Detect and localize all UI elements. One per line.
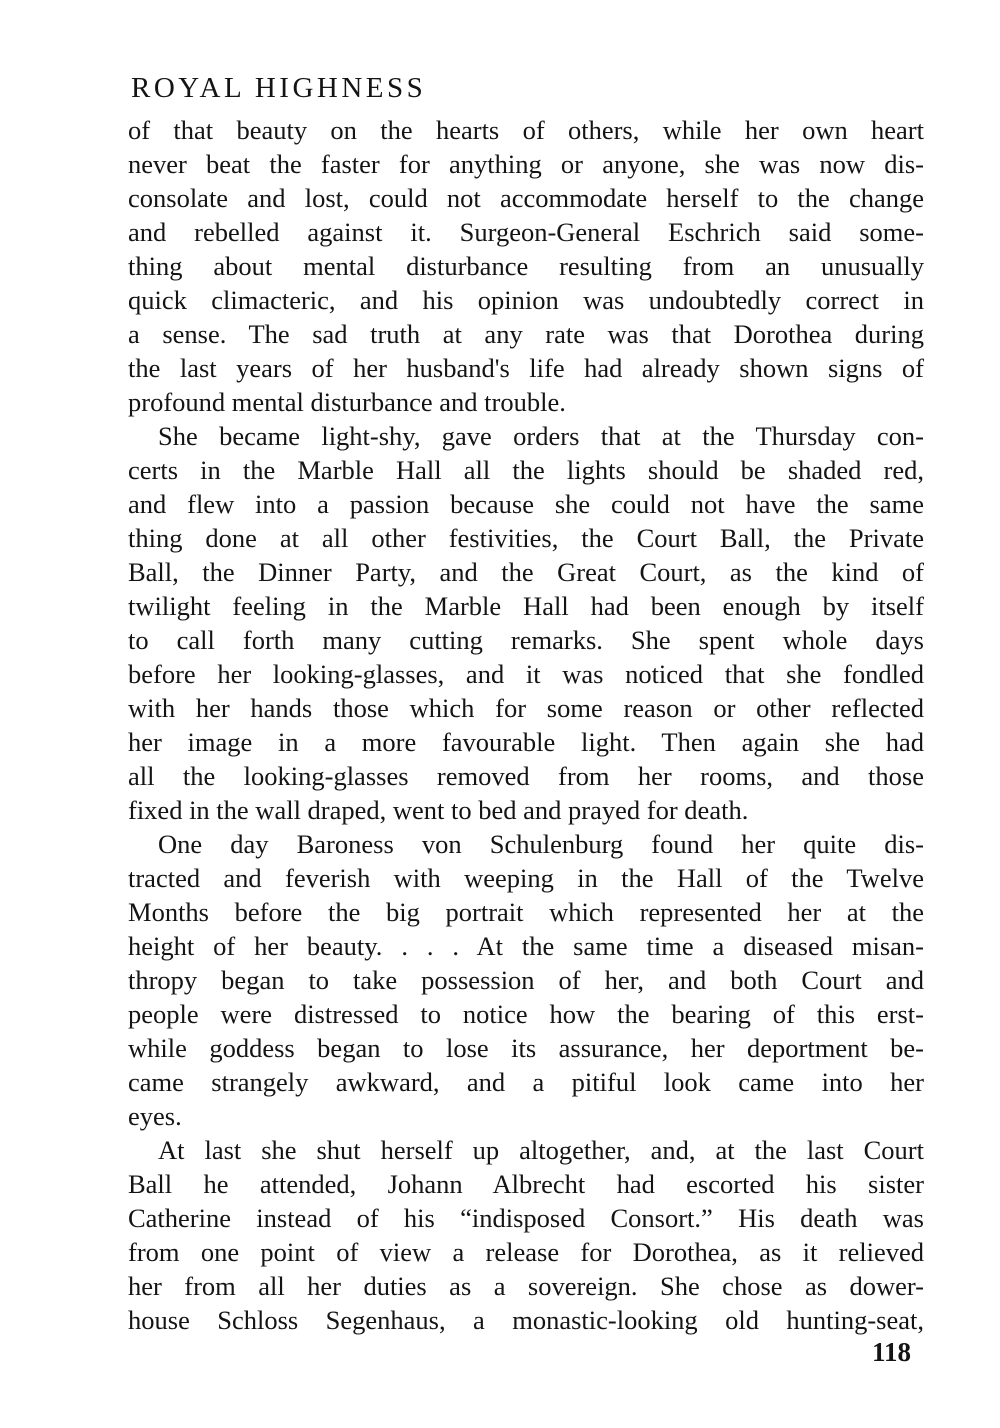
text-line: consolate and lost, could not accommodate herself to the change [128, 183, 924, 213]
page-number: 118 [872, 1337, 912, 1367]
body-text [128, 113, 924, 1337]
text-line: with her hands those which for some reason or other reflected [128, 693, 924, 723]
text-line: a sense. The sad truth at any rate was that Dorothea during [128, 319, 924, 349]
text-line: all the looking-glasses removed from her rooms, and those [128, 761, 924, 791]
running-head: ROYAL HIGHNESS [131, 72, 427, 104]
text-line: to call forth many cutting remarks. She spent whole days [128, 625, 924, 655]
text-line: her image in a more favourable light. Then again she had [128, 727, 924, 757]
text-line: never beat the faster for anything or anyone, she was now dis- [128, 149, 924, 179]
text-line: tracted and feverish with weeping in the Hall of the Twelve [128, 863, 924, 893]
text-line: thing done at all other festivities, the Court Ball, the Private [128, 523, 924, 553]
text-line: Ball he attended, Johann Albrecht had escorted his sister [128, 1169, 924, 1199]
text-line: height of her beauty. . . . At the same time a diseased misan- [128, 931, 924, 961]
paragraph [128, 113, 924, 419]
text-line: One day Baroness von Schulenburg found her quite dis- [158, 829, 924, 859]
text-line: people were distressed to notice how the bearing of this erst- [128, 999, 924, 1029]
text-line: Catherine instead of his “indisposed Consort.” His death was [128, 1203, 924, 1233]
text-line: She became light-shy, gave orders that at the Thursday con- [158, 421, 924, 451]
text-line: her from all her duties as a sovereign. She chose as dower- [128, 1271, 924, 1301]
text-line: the last years of her husband's life had already shown signs of [128, 353, 924, 383]
text-line: Months before the big portrait which represented her at the [128, 897, 924, 927]
text-line: eyes. [128, 1101, 182, 1131]
text-line: twilight feeling in the Marble Hall had been enough by itself [128, 591, 924, 621]
text-line: thing about mental disturbance resulting from an unusually [128, 251, 924, 281]
text-line: came strangely awkward, and a pitiful look came into her [128, 1067, 924, 1097]
text-line: quick climacteric, and his opinion was undoubtedly correct in [128, 285, 924, 315]
text-line: from one point of view a release for Dorothea, as it relieved [128, 1237, 924, 1267]
text-line: thropy began to take possession of her, and both Court and [128, 965, 924, 995]
text-line: while goddess began to lose its assurance, her deportment be- [128, 1033, 924, 1063]
text-line: Ball, the Dinner Party, and the Great Court, as the kind of [128, 557, 924, 587]
text-line: At last she shut herself up altogether, and, at the last Court [158, 1135, 924, 1165]
text-line: of that beauty on the hearts of others, while her own heart [128, 115, 924, 145]
text-line: and flew into a passion because she could not have the same [128, 489, 924, 519]
paragraph [128, 419, 924, 827]
text-line: and rebelled against it. Surgeon-General Eschrich said some- [128, 217, 924, 247]
text-line: profound mental disturbance and trouble. [128, 387, 566, 417]
paragraph [128, 827, 924, 1133]
text-line: fixed in the wall draped, went to bed and prayed for death. [128, 795, 749, 825]
text-line: certs in the Marble Hall all the lights should be shaded red, [128, 455, 924, 485]
paragraph [128, 1133, 924, 1337]
text-line: before her looking-glasses, and it was noticed that she fondled [128, 659, 924, 689]
text-line: house Schloss Segenhaus, a monastic-looking old hunting-seat, [128, 1305, 924, 1335]
